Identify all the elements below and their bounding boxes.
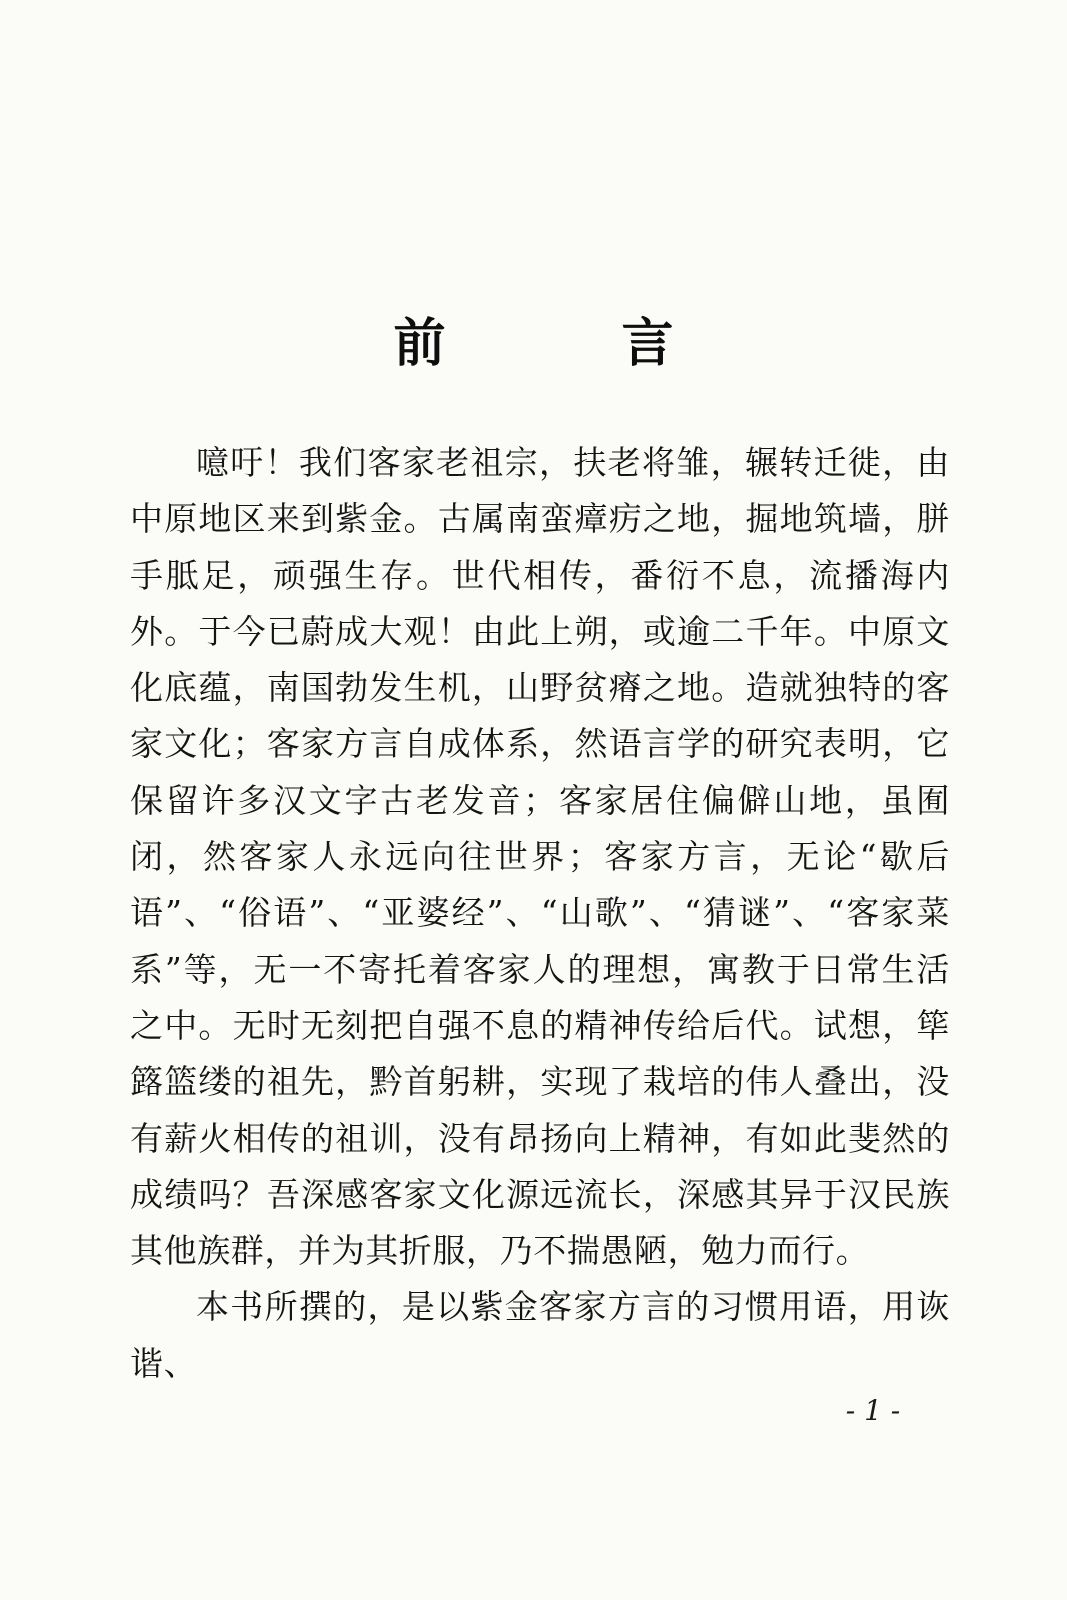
paragraph-1: 噫吁！我们客家老祖宗，扶老将雏，辗转迁徙，由中原地区来到紫金。古属南蛮瘴疠之地，掘地筑墙，胼手胝足，顽强生存。世代相传，番衍不息，流播海内外。于今已蔚成大观！由此上朔，或逾二千年。中原文化底蕴，南国勃发生机，山野贫瘠之地。造就独特的客家文化；客家方言自成体系，然语言学的研究表明，它保留许多汉文字古老发音；客家居住偏僻山地，虽囿闭，然客家人永远向往世界；客家方言，无论“歇后语”、“俗语”、“亚婆经”、“山歌”、“猜谜”、“客家菜系”等，无一不寄托着客家人的理想，寓教于日常生活之中。无时无刻把自强不息的精神传给后代。试想，筚簬篮缕的祖先，黔首躬耕，实现了栽培的伟人叠出，没有薪火相传的祖训，没有昂扬向上精神，有如此斐然的成绩吗？吾深感客家文化源远流长，深感其异于汉民族其他族群，并为其折服，乃不揣愚陋，勉力而行。	[130, 443, 950, 1271]
body-text	[130, 435, 950, 1392]
paragraph-2: 本书所撰的，是以紫金客家方言的习惯用语，用诙谐、	[130, 1287, 950, 1383]
page-title: 前 言	[393, 313, 736, 374]
page-number: - 1 -	[845, 1394, 901, 1427]
